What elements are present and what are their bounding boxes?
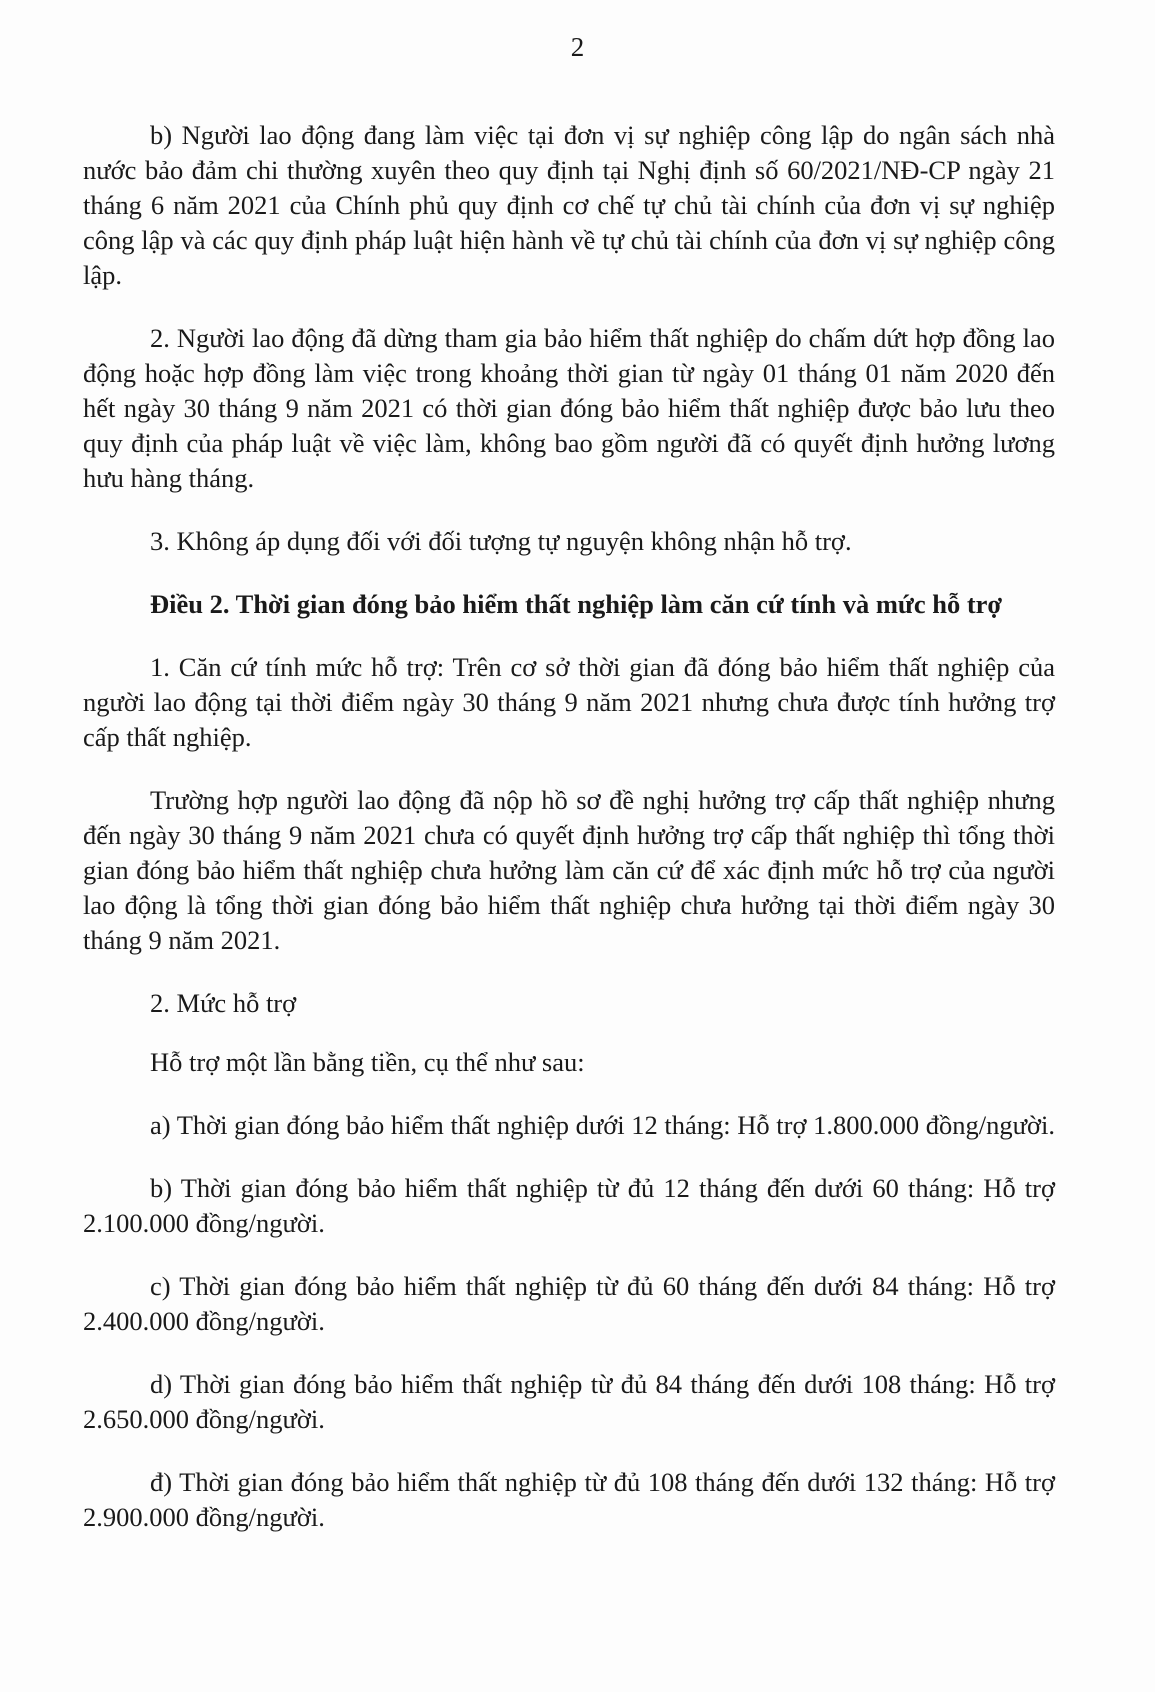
page-number: 2 xyxy=(570,32,585,62)
document-body xyxy=(83,118,1055,1563)
paragraph-support-level-title: 2. Mức hỗ trợ xyxy=(150,988,297,1018)
support-tier-b: b) Thời gian đóng bảo hiểm thất nghiệp từ đủ 12 tháng đến dưới 60 tháng: Hỗ trợ 2.100.000 đồng/người. xyxy=(83,1173,1055,1238)
paragraph-2-stopped-insurance: 2. Người lao động đã dừng tham gia bảo hiểm thất nghiệp do chấm dứt hợp đồng lao động hoặc hợp đồng làm việc trong khoảng thời gian từ ngày 01 tháng 01 năm 2020 đến hết ngày 30 tháng 9 năm 2021 có thời gian đóng bảo hiểm thất nghiệp được bảo lưu theo quy định của pháp luật về việc làm, không bao gồm người đã có quyết định hưởng lương hưu hàng tháng. xyxy=(83,323,1055,493)
support-tier-d: d) Thời gian đóng bảo hiểm thất nghiệp từ đủ 84 tháng đến dưới 108 tháng: Hỗ trợ 2.650.000 đồng/người. xyxy=(83,1369,1055,1434)
paragraph-3-not-applicable: 3. Không áp dụng đối với đối tượng tự nguyện không nhận hỗ trợ. xyxy=(150,526,852,556)
support-tier-c: c) Thời gian đóng bảo hiểm thất nghiệp từ đủ 60 tháng đến dưới 84 tháng: Hỗ trợ 2.400.000 đồng/người. xyxy=(83,1271,1055,1336)
paragraph-1b-public-units: b) Người lao động đang làm việc tại đơn vị sự nghiệp công lập do ngân sách nhà nước bảo đảm chi thường xuyên theo quy định tại Nghị định số 60/2021/NĐ-CP ngày 21 tháng 6 năm 2021 của Chính phủ quy định cơ chế tự chủ tài chính của đơn vị sự nghiệp công lập và các quy định pháp luật hiện hành về tự chủ tài chính của đơn vị sự nghiệp công lập. xyxy=(83,120,1055,290)
support-tier-dd: đ) Thời gian đóng bảo hiểm thất nghiệp từ đủ 108 tháng đến dưới 132 tháng: Hỗ trợ 2.900.000 đồng/người. xyxy=(83,1467,1055,1532)
article-2-heading: Điều 2. Thời gian đóng bảo hiểm thất nghiệp làm căn cứ tính và mức hỗ trợ xyxy=(150,589,1003,619)
paragraph-one-time-cash: Hỗ trợ một lần bằng tiền, cụ thể như sau: xyxy=(150,1047,585,1077)
paragraph-basis-for-support: 1. Căn cứ tính mức hỗ trợ: Trên cơ sở thời gian đã đóng bảo hiểm thất nghiệp của người lao động tại thời điểm ngày 30 tháng 9 năm 2021 nhưng chưa được tính hưởng trợ cấp thất nghiệp. xyxy=(83,652,1055,752)
paragraph-pending-application-case: Trường hợp người lao động đã nộp hồ sơ đề nghị hưởng trợ cấp thất nghiệp nhưng đến ngày 30 tháng 9 năm 2021 chưa có quyết định hưởng trợ cấp thất nghiệp thì tổng thời gian đóng bảo hiểm thất nghiệp chưa hưởng làm căn cứ để xác định mức hỗ trợ của người lao động là tổng thời gian đóng bảo hiểm thất nghiệp chưa hưởng tại thời điểm ngày 30 tháng 9 năm 2021. xyxy=(83,785,1055,955)
support-tier-a: a) Thời gian đóng bảo hiểm thất nghiệp dưới 12 tháng: Hỗ trợ 1.800.000 đồng/người. xyxy=(150,1110,1055,1140)
